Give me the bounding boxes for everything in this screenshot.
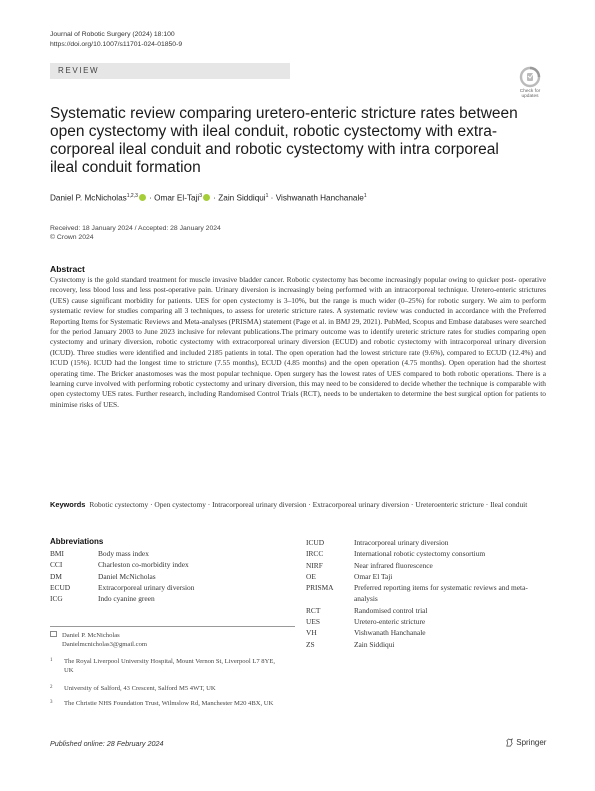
doi-link[interactable]: https://doi.org/10.1007/s11701-024-01850-9 — [50, 41, 183, 48]
publisher-name: Springer — [516, 738, 547, 747]
affiliation-number: 2 — [50, 685, 53, 690]
abbreviation-definition: Omar El Taji — [354, 571, 393, 581]
abbreviation-definition: Randomised control trial — [354, 605, 428, 615]
abstract-heading: Abstract — [50, 264, 85, 274]
abbreviation-definition: Daniel McNicholas — [98, 571, 156, 581]
abbreviation-definition: Intracorporeal urinary diversion — [354, 538, 449, 547]
abbreviation-row — [306, 627, 546, 638]
abbreviation-definition: Extracorporeal urinary diversion — [98, 582, 195, 592]
author-affiliation-sup: 1,2,3 — [126, 193, 138, 199]
article-dates — [50, 224, 221, 242]
affiliation-number: 1 — [50, 658, 53, 663]
abbreviation-term: RCT — [306, 605, 321, 615]
author-name[interactable]: Omar El-Taji — [154, 193, 200, 203]
abbreviation-term: UES — [306, 617, 320, 627]
abbreviation-definition: Charleston co-morbidity index — [98, 560, 189, 570]
abbreviations-right-column — [306, 537, 546, 650]
abbreviation-term: ECUD — [50, 582, 71, 592]
affiliation-number: 3 — [50, 700, 53, 705]
abbreviation-row — [306, 571, 546, 582]
abbreviation-term: ICG — [50, 594, 63, 604]
author-affiliation-sup: 1 — [265, 193, 269, 199]
abbreviation-term: NIRF — [306, 560, 323, 570]
badge-line-1: Check for — [519, 89, 541, 94]
abbreviation-definition: Uretero-enteric stricture — [354, 617, 426, 627]
abstract-text: Cystectomy is the gold standard treatment for muscle invasive bladder cancer. Robotic cystectomy has become increasingly popular owing to quicker post- operative recovery, less blood loss and less post-operative pain. Urinary diversion is increasingly being performed with an intracorporeal technique. Uretero-enteric strictures (UES) cause significant morbidity for patients. UES for open cystectomy is 3–10%, but the range is much wider (0–25%) for robotic surgery. We aim to perform systematic review for studies comparing all 3 techniques, to assess for ureteric stricture rates. A systematic review was conducted in accordance with the Preferred Reporting Items for Systematic Reviews and Meta-analyses (PRISMA) statement (Page et al. in BMJ 29, 2021). PubMed, Scopus and Embase databases were searched for the period January 2003 to June 2023 inclusive for relevant publications.The primary outcome was to identify ureteric stricture rates for studies comparing open cystectomy and urinary diversion, robotic cystectomy with extracorporeal urinary diversion (ECUD) and robotic cystectomy with intracorporeal urinary diversion (ICUD). Three studies were identified and included 2185 patients in total. The open operation had the lowest stricture rate (9.6%), compared to ECUD (12.4%) and ICUD (15%). ICUD had the longest time to stricture (7.55 months), ECUD (4.85 months) and the open operation (4.75 months). Open operation had the shortest operating time. The Bricker anastomoses was the most popular technique. Open surgery has the lowest rates of UES compared to both robotic operations. There is a learning curve involved with performing robotic cystectomy and urinary diversion, this may need to be considered to decide whether the technique is comparable with open cystectomy UES rates. Further research, including Randomised Control Trials (RCT), needs to be undertaken to determine the best surgical option for patients to minimise risks of UES. — [50, 275, 546, 409]
author-name[interactable]: Daniel P. McNicholas — [50, 193, 127, 203]
publisher-logo[interactable] — [505, 738, 546, 747]
keywords-section — [50, 500, 546, 510]
footnote-divider — [50, 626, 295, 627]
abbreviation-term: VH — [306, 628, 317, 638]
correspondence-email[interactable]: Danielmcnicholas3@gmail.com — [62, 641, 147, 648]
check-for-updates-badge[interactable] — [513, 66, 547, 100]
abbreviation-row — [306, 605, 546, 616]
abbreviation-definition: Body mass index — [98, 549, 149, 558]
abbreviation-definition: Preferred reporting items for systematic reviews and meta-analysis — [354, 583, 528, 604]
author-affiliation-sup: 1 — [363, 193, 367, 199]
abbreviation-row — [50, 593, 280, 604]
article-type-bar — [50, 63, 290, 79]
orcid-icon[interactable] — [203, 194, 210, 201]
abbreviations-left-column — [50, 548, 280, 604]
affiliations-block — [0, 656, 300, 726]
abbreviation-row — [306, 582, 546, 605]
author-affiliation-sup: 3 — [199, 193, 202, 199]
article-type-label: REVIEW — [58, 66, 100, 75]
journal-citation: Journal of Robotic Surgery (2024) 18:100 — [50, 31, 175, 38]
affiliation-text: University of Salford, 43 Crescent, Salford M5 4WT, UK — [64, 685, 216, 692]
author-list: Daniel P. McNicholas$^{1,2,3}$ · Omar El-Taji$^3$ · Zain Siddiqui$^1$ · Vishwanath Hanchanale$^1$ — [50, 193, 367, 203]
keywords-label: Keywords — [50, 500, 86, 509]
author-name[interactable]: Vishwanath Hanchanale — [275, 193, 364, 203]
abbreviation-row — [50, 548, 280, 559]
check-for-updates-text — [513, 89, 547, 99]
orcid-icon[interactable] — [139, 194, 146, 201]
abbreviation-row — [306, 537, 546, 548]
abbreviation-definition: Zain Siddiqui — [354, 639, 395, 649]
abbreviation-term: DM — [50, 571, 62, 581]
affiliation-text: The Christie NHS Foundation Trust, Wilmslow Rd, Manchester M20 4BX, UK — [64, 700, 274, 707]
abbreviation-term: OE — [306, 571, 316, 581]
received-accepted-dates: Received: 18 January 2024 / Accepted: 28 January 2024 — [50, 225, 221, 232]
springer-horse-icon — [505, 738, 514, 747]
published-online-date: Published online: 28 February 2024 — [50, 739, 164, 748]
abbreviation-term: CCI — [50, 560, 63, 570]
keywords-text: Robotic cystectomy · Open cystectomy · Intracorporeal urinary diversion · Extracorporeal urinary diversion · Ureteroenteric stricture · Ileal conduit — [89, 500, 528, 509]
abbreviation-term: ICUD — [306, 538, 325, 547]
abbreviation-definition: Near infrared fluorescence — [354, 560, 433, 570]
copyright-line: © Crown 2024 — [50, 234, 94, 241]
abbreviation-term: ZS — [306, 639, 315, 649]
abbreviation-row — [50, 582, 280, 593]
author-name[interactable]: Zain Siddiqui — [218, 193, 266, 203]
abbreviation-row — [306, 639, 546, 650]
abbreviation-row — [50, 571, 280, 582]
correspondence-block — [62, 631, 147, 649]
abbreviation-row — [50, 559, 280, 570]
affiliation-text: The Royal Liverpool University Hospital, Mount Vernon St, Liverpool L7 8YE, UK — [64, 658, 276, 674]
envelope-icon — [50, 631, 57, 637]
abbreviation-term: BMI — [50, 549, 64, 558]
abbreviation-row — [306, 548, 546, 559]
journal-header — [50, 30, 182, 50]
abbreviation-row — [306, 560, 546, 571]
abbreviation-definition: International robotic cystectomy consortium — [354, 549, 486, 559]
abbreviation-row — [306, 616, 546, 627]
article-title: Systematic review comparing uretero-enteric stricture rates between open cystectomy with ileal conduit, robotic cystectomy with extra-corporeal ileal conduit and robotic cystectomy with intra corporeal ileal conduit formation — [50, 105, 518, 176]
correspondence-name: Daniel P. McNicholas — [62, 632, 120, 639]
abbreviation-definition: Vishwanath Hanchanale — [354, 628, 426, 638]
abbreviation-term: IRCC — [306, 549, 324, 559]
badge-line-2: updates — [521, 94, 539, 99]
abbreviation-term: PRISMA — [306, 583, 334, 593]
check-for-updates-icon — [513, 66, 547, 90]
abbreviation-definition: Indo cyanine green — [98, 594, 155, 604]
abbreviations-heading: Abbreviations — [50, 537, 104, 546]
